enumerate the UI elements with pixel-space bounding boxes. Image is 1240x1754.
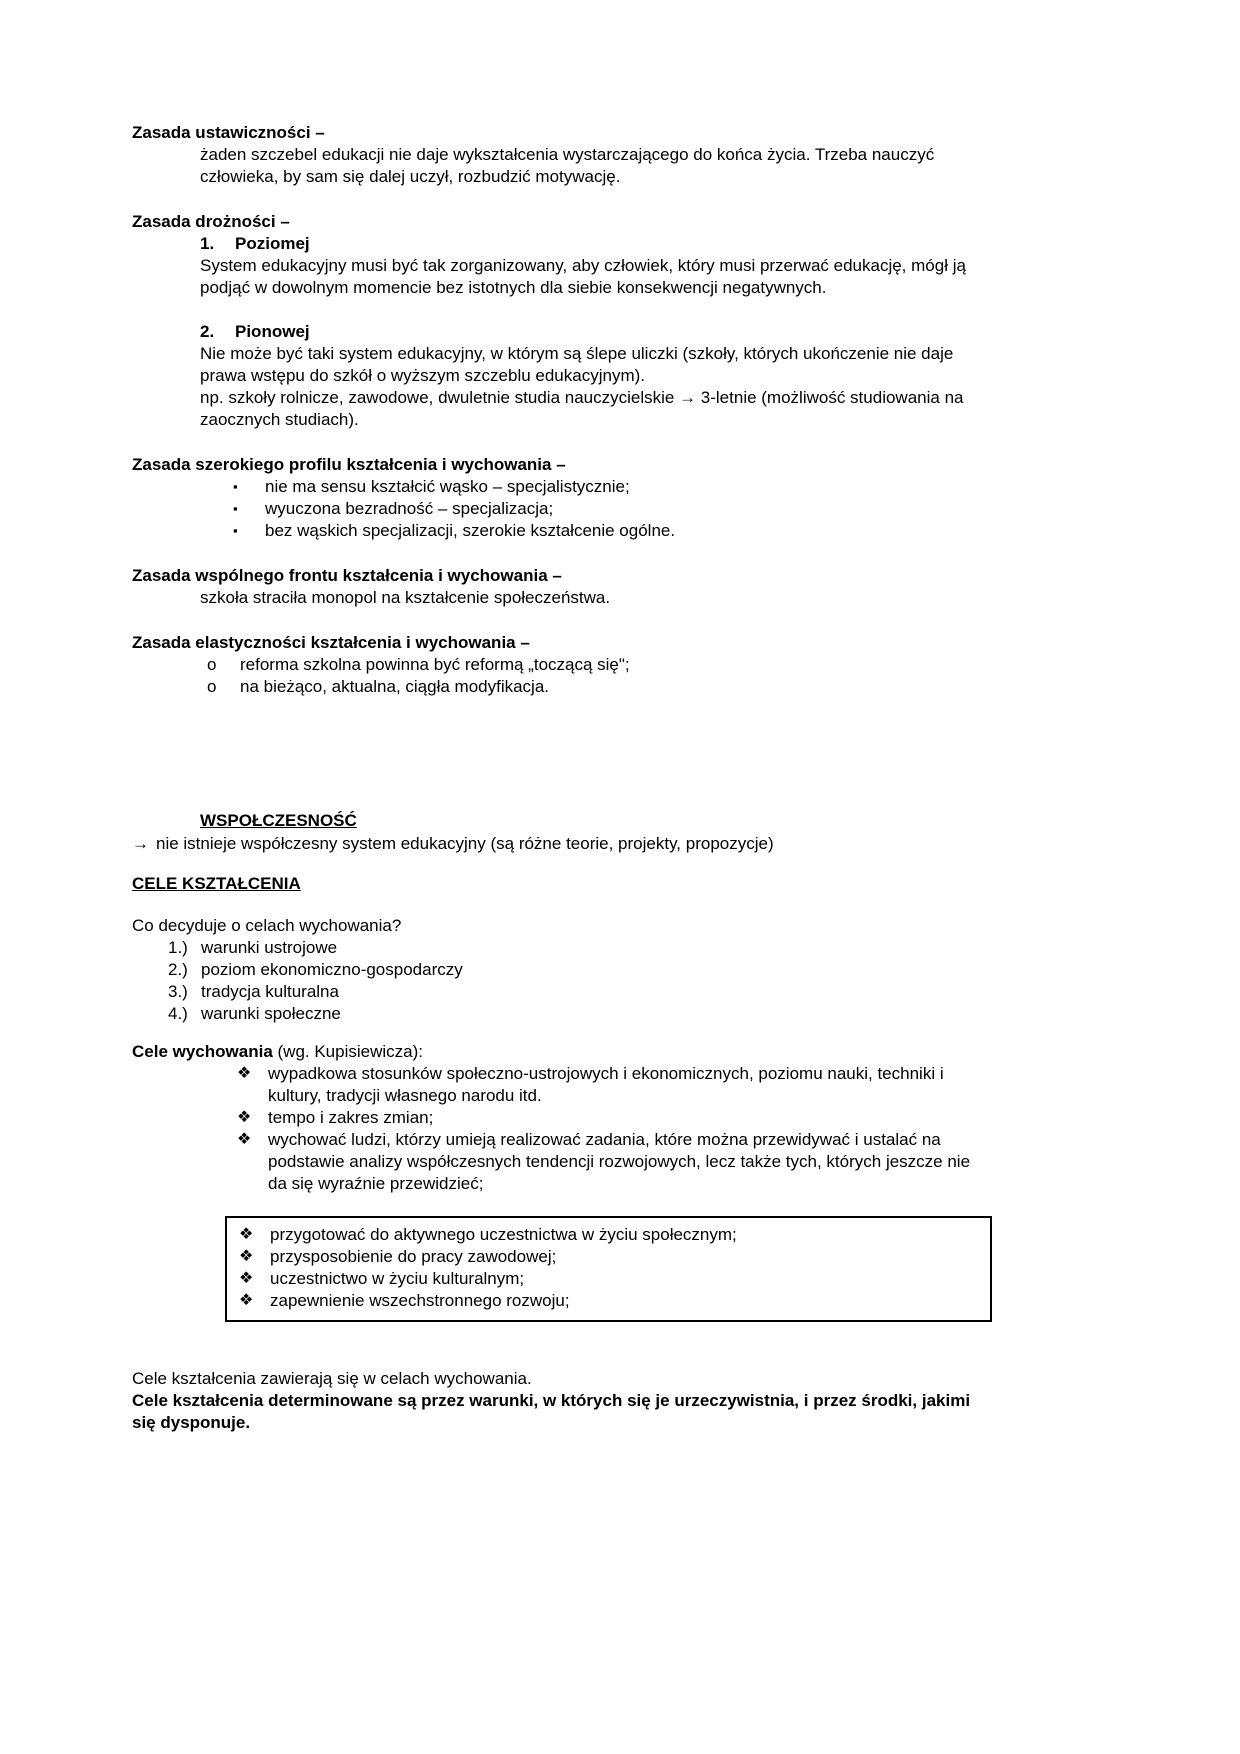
diamond-bullet-icon: ❖	[239, 1270, 254, 1287]
bullet-item	[237, 1129, 988, 1195]
bullet-item	[239, 1246, 978, 1268]
bullet-item	[239, 1290, 978, 1312]
numbered-item	[168, 937, 988, 959]
heading-zasada-ustawicznosci: Zasada ustawiczności –	[132, 123, 325, 142]
item-number: 4.)	[168, 1004, 188, 1023]
item-number: 3.)	[168, 982, 188, 1001]
bullet-item	[207, 676, 988, 698]
item-text: tradycja kulturalna	[201, 982, 339, 1001]
bullet-text: wypadkowa stosunków społeczno-ustrojowych i ekonomicznych, poziomu nauki, techniki i kultury, tradycji własnego narodu itd.	[268, 1064, 944, 1105]
bullet-item	[239, 1224, 978, 1246]
heading-zasada-szerokiego-profilu: Zasada szerokiego profilu kształcenia i wychowania –	[132, 455, 566, 474]
bullet-text: zapewnienie wszechstronnego rozwoju;	[270, 1291, 570, 1310]
item-text: warunki społeczne	[201, 1004, 341, 1023]
numbered-subheading	[200, 321, 988, 343]
body-zasada-wspolnego-frontu: szkoła straciła monopol na kształcenie społeczeństwa.	[200, 588, 611, 607]
bullet-item	[233, 498, 988, 520]
section-zasada-elastycznosci	[132, 632, 988, 698]
heading-wspolczesnosc: WSPOŁCZESNOŚĆ	[200, 811, 357, 830]
item-body: Nie może być taki system edukacyjny, w którym są ślepe uliczki (szkoły, których ukończenie nie daje prawa wstępu do szkół o wyższym szczeblu edukacyjnym).	[200, 344, 954, 385]
boxed-bullet-group	[225, 1216, 992, 1322]
square-bullet-icon: ▪	[233, 501, 238, 516]
circle-bullet-icon: o	[207, 677, 217, 696]
closing-line-bold: Cele kształcenia determinowane są przez warunki, w których się je urzeczywistnia, i przez środki, jakimi się dysponuje.	[132, 1391, 971, 1432]
section-zasada-szerokiego-profilu	[132, 454, 988, 542]
bullet-item	[237, 1063, 988, 1107]
bullet-text: przysposobienie do pracy zawodowej;	[270, 1247, 557, 1266]
item-body: System edukacyjny musi być tak zorganizowany, aby człowiek, który musi przerwać edukację, mógł ją podjąć w dowolnym momencie bez istotnych dla siebie konsekwencji negatywnych.	[200, 256, 966, 297]
bullet-item	[239, 1268, 978, 1290]
bullet-text: bez wąskich specjalizacji, szerokie kształcenie ogólne.	[265, 521, 676, 540]
item-number: 1.)	[168, 938, 188, 957]
diamond-bullet-icon: ❖	[239, 1226, 254, 1243]
arrow-icon: →	[132, 834, 149, 853]
diamond-bullet-icon: ❖	[237, 1109, 252, 1126]
heading-zasada-wspolnego-frontu: Zasada wspólnego frontu kształcenia i wychowania –	[132, 566, 562, 585]
heading-zasada-droznosci: Zasada drożności –	[132, 212, 290, 231]
body-zasada-ustawicznosci: żaden szczebel edukacji nie daje wykształcenia wystarczającego do końca życia. Trzeba nauczyć człowieka, by sam się dalej uczył, rozbudzić motywację.	[200, 145, 935, 186]
bullet-text: uczestnictwo w życiu kulturalnym;	[270, 1269, 525, 1288]
diamond-bullet-icon: ❖	[239, 1248, 254, 1265]
item-label: Poziomej	[235, 234, 310, 253]
section-zasada-droznosci	[132, 211, 988, 431]
numbered-item	[168, 959, 988, 981]
closing-line: Cele kształcenia zawierają się w celach wychowania.	[132, 1369, 532, 1388]
bullet-text: reforma szkolna powinna być reformą „toczącą się";	[240, 655, 630, 674]
bullet-text: nie ma sensu kształcić wąsko – specjalistycznie;	[265, 477, 630, 496]
heading-cele-ksztalcenia: CELE KSZTAŁCENIA	[132, 874, 301, 893]
numbered-item	[168, 981, 988, 1003]
bullet-text: tempo i zakres zmian;	[268, 1108, 434, 1127]
item-number: 1.	[200, 234, 215, 253]
heading-zasada-elastycznosci: Zasada elastyczności kształcenia i wychowania –	[132, 633, 530, 652]
bullet-item	[237, 1107, 988, 1129]
diamond-bullet-icon: ❖	[239, 1292, 254, 1309]
section-zasada-ustawicznosci	[132, 122, 988, 188]
droznosc-item-pionowej	[200, 321, 988, 431]
droznosc-item-poziomej	[200, 233, 988, 299]
section-zasada-wspolnego-frontu	[132, 565, 988, 609]
square-bullet-icon: ▪	[233, 523, 238, 538]
bullet-text: wyuczona bezradność – specjalizacja;	[265, 499, 554, 518]
bullet-text: na bieżąco, aktualna, ciągła modyfikacja.	[240, 677, 550, 696]
item-label: Pionowej	[235, 322, 310, 341]
heading-regular-part: (wg. Kupisiewicza):	[272, 1042, 423, 1061]
heading-cele-wychowania	[132, 1041, 988, 1063]
question-cele-wychowania: Co decyduje o celach wychowania?	[132, 916, 402, 935]
numbered-subheading	[200, 233, 988, 255]
diamond-bullet-icon: ❖	[237, 1131, 252, 1148]
numbered-item	[168, 1003, 988, 1025]
bullet-item	[207, 654, 988, 676]
item-number: 2.)	[168, 960, 188, 979]
bullet-item	[233, 520, 988, 542]
list-warunki	[168, 937, 988, 1025]
item-note: np. szkoły rolnicze, zawodowe, dwuletnie studia nauczycielskie → 3-letnie (możliwość studiowania na zaocznych studiach).	[200, 388, 964, 429]
item-text: warunki ustrojowe	[201, 938, 338, 957]
wspolczesnosc-note	[132, 833, 988, 855]
bullet-text: przygotować do aktywnego uczestnictwa w życiu społecznym;	[270, 1225, 737, 1244]
bullet-item	[233, 476, 988, 498]
item-number: 2.	[200, 322, 215, 341]
note-text: nie istnieje współczesny system edukacyjny (są różne teorie, projekty, propozycje)	[156, 834, 774, 853]
item-text: poziom ekonomiczno-gospodarczy	[201, 960, 463, 979]
heading-bold-part: Cele wychowania	[132, 1042, 273, 1061]
bullet-text: wychować ludzi, którzy umieją realizować zadania, które można przewidywać i ustalać na podstawie analizy współczesnych tendencji rozwojowych, lecz także tych, których jeszcze nie da się wyraźnie przewidzieć;	[268, 1130, 971, 1193]
circle-bullet-icon: o	[207, 655, 217, 674]
diamond-bullet-icon: ❖	[237, 1065, 252, 1082]
square-bullet-icon: ▪	[233, 479, 238, 494]
